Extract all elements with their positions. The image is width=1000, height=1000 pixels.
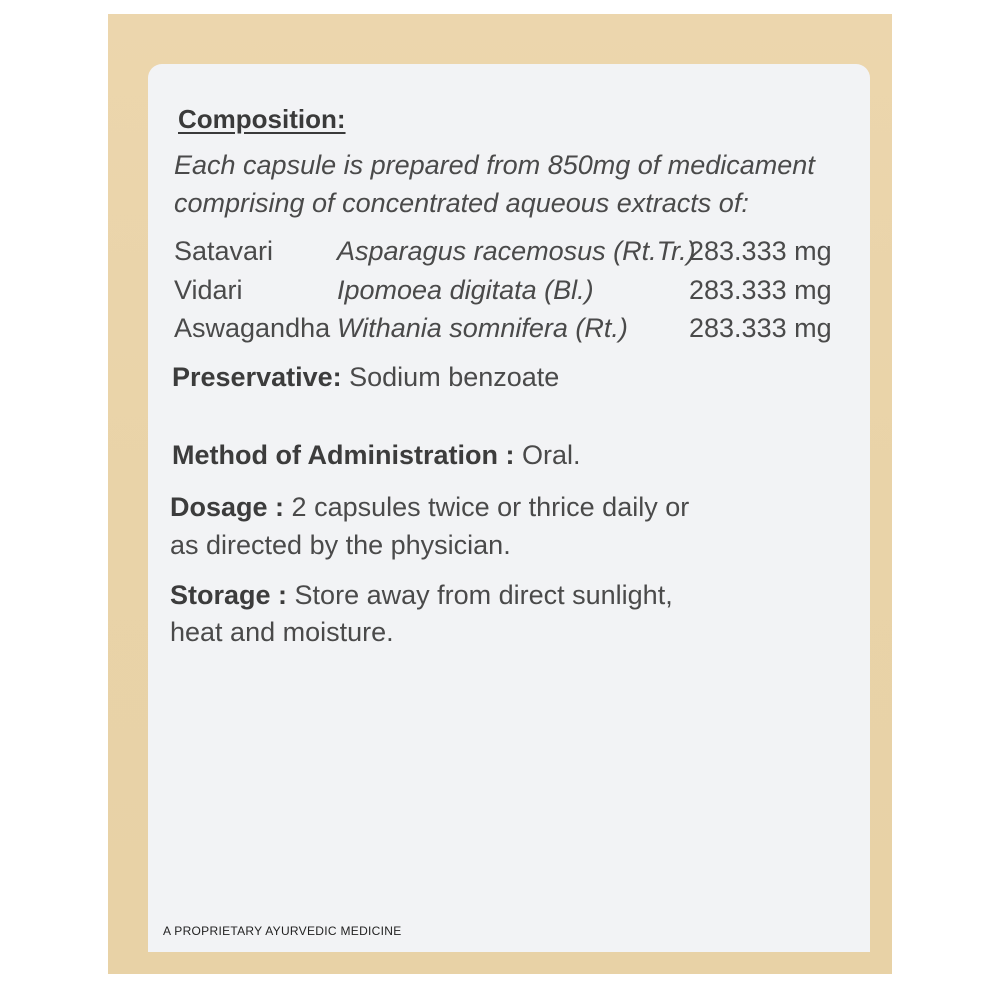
ingredient-amount: 283.333 mg [689, 275, 832, 305]
composition-intro-line1: Each capsule is prepared from 850mg of medicament [174, 150, 815, 180]
composition-intro-line2: comprising of concentrated aqueous extracts of: [174, 188, 749, 218]
ingredient-botanical: Ipomoea digitata (Bl.) [337, 275, 594, 305]
dosage-value-line2: as directed by the physician. [170, 530, 511, 560]
storage-label: Storage : [170, 580, 288, 610]
ingredient-amount: 283.333 mg [689, 236, 832, 266]
dosage-line1 [170, 492, 689, 523]
storage-value-line2: heat and moisture. [170, 617, 394, 647]
composition-heading: Composition: [178, 104, 346, 134]
storage-value-line1: Store away from direct sunlight, [294, 580, 673, 610]
ingredient-name: Vidari [174, 275, 243, 305]
method-label: Method of Administration : [172, 440, 515, 470]
preservative-line [172, 362, 559, 393]
ingredient-name: Satavari [174, 236, 274, 266]
dosage-value-line1: 2 capsules twice or thrice daily or [291, 492, 690, 522]
footer-text: A PROPRIETARY AYURVEDIC MEDICINE [163, 924, 402, 938]
dosage-label: Dosage : [170, 492, 285, 522]
method-line [172, 440, 581, 471]
ingredient-name: Aswagandha [174, 313, 331, 343]
preservative-label: Preservative: [172, 362, 342, 392]
ingredient-botanical: Withania somnifera (Rt.) [337, 313, 628, 343]
ingredient-botanical: Asparagus racemosus (Rt.Tr.) [337, 236, 696, 266]
ingredient-amount: 283.333 mg [689, 313, 832, 343]
method-value: Oral. [521, 440, 581, 470]
preservative-value: Sodium benzoate [349, 362, 560, 392]
storage-line1 [170, 580, 673, 611]
